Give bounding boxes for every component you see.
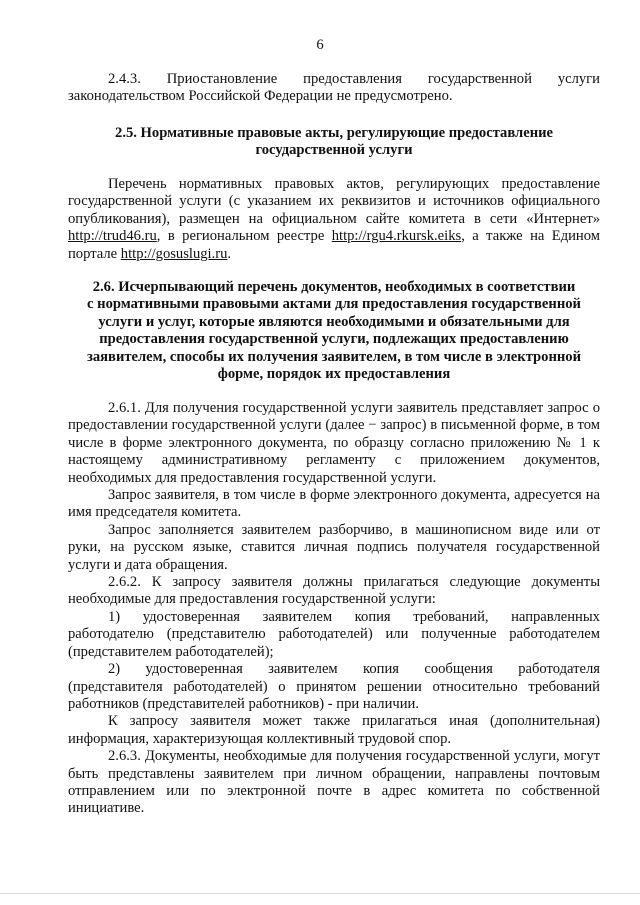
text-run: , а также на Едином портале <box>68 228 601 262</box>
word: направленных <box>511 608 600 625</box>
normative-acts-paragraph <box>68 176 600 263</box>
word: государственной <box>427 71 532 87</box>
paragraph-additional-info: К запросу заявителя может также прилагаться иная (дополнительная) информация, характеризующая коллективный трудовой спор. <box>68 713 600 747</box>
heading-line: государственной услуги <box>255 142 413 159</box>
paragraph-request-fill: Запрос заполняется заявителем разборчиво, в машинописном виде или от руки, на русском языке, ставится личная подпись получателя государственной услуги и дата обращения. <box>68 521 600 573</box>
paragraph-2-6-2: 2.6.2. К запросу заявителя должны прилагаться следующие документы необходимые для предоставления государственной услуги: <box>68 574 600 608</box>
heading-line: 2.5. Нормативные правовые акты, регулирующие предоставление <box>115 125 553 141</box>
text-run: . <box>227 245 232 262</box>
section-2-6-heading <box>68 279 600 383</box>
link-gosuslugi[interactable]: http://gosuslugi.ru <box>120 245 228 262</box>
heading-line: форме, порядок их предоставления <box>217 366 451 383</box>
word: заявителем <box>262 608 333 625</box>
word: удостоверенная <box>145 661 243 678</box>
word: сообщения <box>424 661 493 678</box>
word: копия <box>354 608 391 625</box>
section-2-5-heading <box>68 125 600 160</box>
list-item-1-rest: работодателю (представителю работодателей) или полученные работодателем (представителем работодателей); <box>68 626 600 660</box>
heading-line: предоставления государственной услуги, подлежащих предоставлению <box>99 331 569 348</box>
list-item-2-rest: (представителя работодателей) о принятом решении относительно требований работников (представителей работников) - при наличии. <box>68 678 600 712</box>
paragraph-2-6-1: 2.6.1. Для получения государственной услуги заявитель представляет запрос о предоставлении государственной услуги (далее − запрос) в письменной форме, в том числе в форме электронного документа, по образцу согласно приложению № 1 к настоящему административному регламенту с приложением документов, необходимых для предоставления государственной услуги. <box>68 400 600 486</box>
word: 2) <box>108 661 121 678</box>
link-trud46[interactable]: http://trud46.ru <box>68 228 157 245</box>
word: предоставления <box>303 71 402 87</box>
scan-edge-divider <box>0 893 640 894</box>
heading-line: заявителем, способы их получения заявителем, в том числе в электронной <box>87 348 581 365</box>
list-item-1-first-line <box>68 609 600 626</box>
heading-line: с нормативными правовыми актами для предоставления государственной <box>87 296 581 313</box>
page-number: 6 <box>316 37 324 53</box>
word: удостоверенная <box>142 608 241 625</box>
word: услуги <box>557 71 600 87</box>
link-rgu4[interactable]: http://rgu4.rkursk.eiks <box>331 228 462 245</box>
heading-line: услуги и услуг, которые являются необходимыми и обязательными для <box>98 313 570 330</box>
section-2-4-3 <box>68 71 600 106</box>
section-2-5-paragraph <box>68 176 600 263</box>
paragraph-2-6-3: 2.6.3. Документы, необходимые для получения государственной услуги, могут быть представлены заявителем при личном обращении, направлены почтовым отправлением или по электронной почте в адрес комитета по собственной инициативе. <box>68 748 600 817</box>
word: требований, <box>413 608 489 625</box>
text-run: , в региональном реестре <box>156 228 332 245</box>
word: 2.4.3. <box>108 71 141 87</box>
heading-line: 2.6. Исчерпывающий перечень документов, необходимых в соответствии <box>92 279 576 295</box>
word: Приостановление <box>166 71 278 87</box>
paragraph-request-address: Запрос заявителя, в том числе в форме электронного документа, адресуется на имя председателя комитета. <box>68 487 600 521</box>
word: работодателя <box>518 661 600 678</box>
word: копия <box>363 661 399 678</box>
list-item-2-first-line <box>68 661 600 678</box>
text-run: Перечень нормативных правовых актов, регулирующих предоставление государственной услуги (с указанием их реквизитов и источников официального опубликования), размещен на официальном сайте комитета в сети «Интернет» <box>68 176 600 227</box>
word: заявителем <box>268 661 338 678</box>
section-2-4-3-line2: законодательством Российской Федерации не предусмотрено. <box>68 88 453 105</box>
section-2-6-body <box>68 400 600 818</box>
section-2-4-3-line1 <box>68 71 600 88</box>
word: 1) <box>108 608 121 625</box>
